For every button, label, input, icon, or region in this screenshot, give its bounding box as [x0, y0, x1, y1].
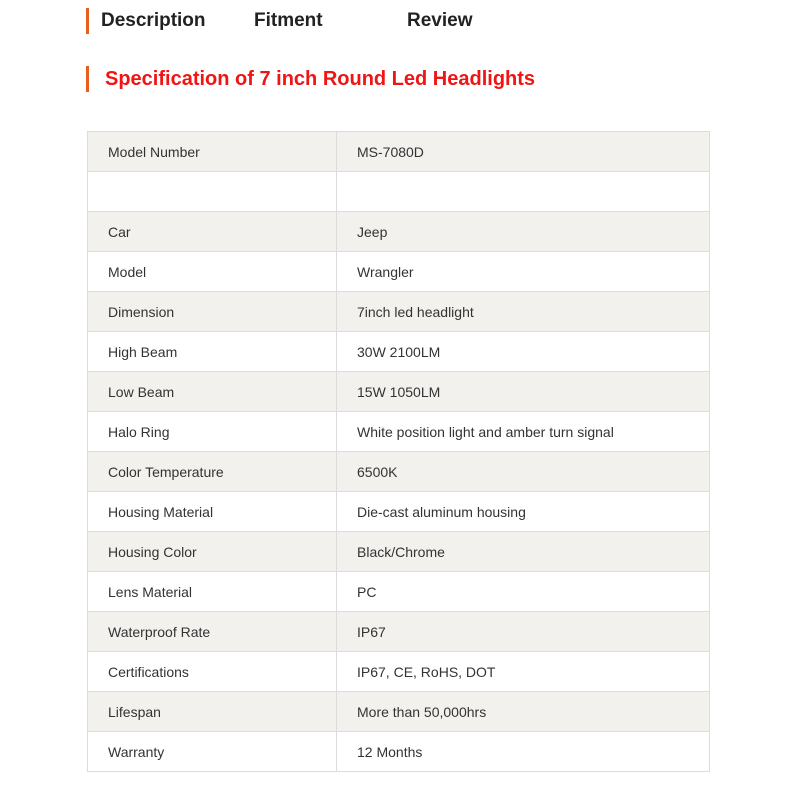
spec-label: Car — [88, 212, 337, 252]
table-row — [88, 692, 710, 732]
spec-label: Low Beam — [88, 372, 337, 412]
product-tabs — [86, 0, 686, 40]
spec-label: Lifespan — [88, 692, 337, 732]
spec-value: PC — [337, 572, 710, 612]
tab-description[interactable]: Description — [101, 10, 206, 31]
spec-label: Dimension — [88, 292, 337, 332]
spec-label: Certifications — [88, 652, 337, 692]
spec-value: IP67, CE, RoHS, DOT — [337, 652, 710, 692]
table-row — [88, 532, 710, 572]
spec-label — [88, 172, 337, 212]
spec-value: 30W 2100LM — [337, 332, 710, 372]
spec-label: Model — [88, 252, 337, 292]
table-row — [88, 572, 710, 612]
spec-label: High Beam — [88, 332, 337, 372]
spec-value: More than 50,000hrs — [337, 692, 710, 732]
specification-table — [87, 131, 710, 772]
spec-value: 7inch led headlight — [337, 292, 710, 332]
spec-value: Die-cast aluminum housing — [337, 492, 710, 532]
table-row — [88, 172, 710, 212]
table-row — [88, 292, 710, 332]
spec-value — [337, 172, 710, 212]
table-row — [88, 652, 710, 692]
table-row — [88, 212, 710, 252]
spec-value: Jeep — [337, 212, 710, 252]
spec-label: Waterproof Rate — [88, 612, 337, 652]
spec-value: Black/Chrome — [337, 532, 710, 572]
spec-value: White position light and amber turn signal — [337, 412, 710, 452]
table-row — [88, 452, 710, 492]
active-tab-indicator — [86, 8, 89, 34]
table-row — [88, 492, 710, 532]
spec-label: Model Number — [88, 132, 337, 172]
table-row — [88, 372, 710, 412]
table-row — [88, 732, 710, 772]
spec-value: MS-7080D — [337, 132, 710, 172]
spec-label: Housing Material — [88, 492, 337, 532]
spec-value: 12 Months — [337, 732, 710, 772]
table-row — [88, 612, 710, 652]
spec-label: Lens Material — [88, 572, 337, 612]
spec-value: 15W 1050LM — [337, 372, 710, 412]
table-row — [88, 132, 710, 172]
tab-fitment[interactable]: Fitment — [254, 10, 323, 31]
tab-review[interactable]: Review — [407, 10, 473, 31]
specification-heading — [86, 66, 726, 92]
specification-title: Specification of 7 inch Round Led Headlights — [105, 68, 536, 90]
table-row — [88, 252, 710, 292]
table-row — [88, 332, 710, 372]
spec-label: Color Temperature — [88, 452, 337, 492]
spec-value: 6500K — [337, 452, 710, 492]
table-row — [88, 412, 710, 452]
spec-label: Housing Color — [88, 532, 337, 572]
spec-value: IP67 — [337, 612, 710, 652]
spec-label: Halo Ring — [88, 412, 337, 452]
spec-label: Warranty — [88, 732, 337, 772]
heading-accent-bar — [86, 66, 89, 92]
spec-value: Wrangler — [337, 252, 710, 292]
